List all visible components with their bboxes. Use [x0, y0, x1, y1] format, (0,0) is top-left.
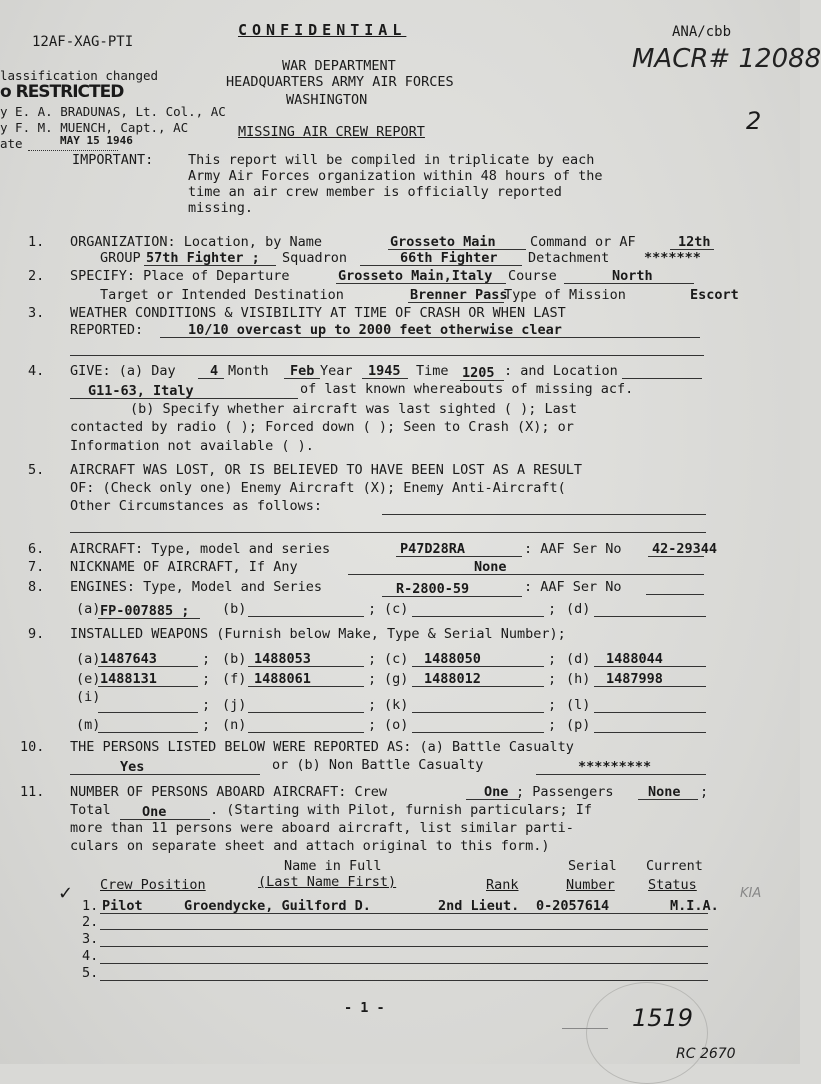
crew-row-1-position: Pilot [102, 898, 143, 914]
s8-semi-b: ; [368, 601, 377, 617]
s4-label-e: : and Location [504, 363, 618, 379]
s9-semi-o: ; [548, 717, 557, 733]
routing-code: ANA/cbb [672, 24, 732, 40]
s2-label-a: SPECIFY: Place of Departure [70, 268, 290, 284]
s9-lj: (j) [222, 697, 247, 713]
s11-label-a: NUMBER OF PERSONS ABOARD AIRCRAFT: Crew [70, 784, 387, 800]
s1-label-b: Command or AF [530, 234, 636, 250]
s3-num: 3. [28, 305, 45, 321]
classification-line-4: y F. M. MUENCH, Capt., AC [0, 120, 189, 135]
s9-lk: (k) [384, 697, 409, 713]
s11-label-e: . (Starting with Pilot, furnish particulars; If [210, 802, 593, 818]
s4-num: 4. [28, 363, 45, 379]
crew-row-1-num: 1. [82, 898, 99, 914]
important-label: IMPORTANT: [72, 152, 154, 168]
s4-location: G11-63, Italy [88, 383, 194, 399]
s5-label-c: Other Circumstances as follows: [70, 498, 322, 514]
s11-label-c: ; [700, 784, 709, 800]
s9-semi-b: ; [368, 651, 377, 667]
s9-semi-a: ; [202, 651, 211, 667]
col-name-header-1: Name in Full [284, 858, 382, 874]
s9-lg: (g) [384, 671, 409, 687]
s1-num: 1. [28, 234, 45, 250]
col-position-header: Crew Position [100, 877, 206, 893]
s9-weapon-b: 1488053 [254, 651, 311, 667]
s9-li: (i) [76, 689, 101, 705]
s8-semi-c: ; [548, 601, 557, 617]
s9-lp: (p) [566, 717, 591, 733]
s1-label-a: ORGANIZATION: Location, by Name [70, 234, 322, 250]
s9-semi-m: ; [202, 717, 211, 733]
s2-departure: Grosseto Main,Italy [338, 268, 493, 284]
s2-num: 2. [28, 268, 45, 284]
s1-squadron: 66th Fighter [400, 250, 498, 266]
s2-label-b: Course [508, 268, 557, 284]
s9-weapon-f: 1488061 [254, 671, 311, 687]
col-serial-header-1: Serial [568, 858, 617, 874]
s9-ln: (n) [222, 717, 247, 733]
s2-mission: Escort [690, 287, 739, 303]
s10-num: 10. [20, 739, 45, 755]
s9-ld: (d) [566, 651, 591, 667]
s7-num: 7. [28, 559, 45, 575]
archive-stamp: RC 2670 [676, 1046, 736, 1062]
s11-num: 11. [20, 784, 45, 800]
dept-line-3: WASHINGTON [286, 92, 368, 108]
important-line-3: time an air crew member is officially reported [188, 184, 562, 200]
dept-line-1: WAR DEPARTMENT [282, 58, 396, 74]
crew-row-4-num: 4. [82, 948, 99, 964]
s6-label-b: : AAF Ser No [524, 541, 622, 557]
crew-row-1-rank: 2nd Lieut. [438, 898, 520, 914]
classification-line-1: lassification changed [0, 68, 159, 83]
s2-course: North [612, 268, 653, 284]
page-mark: 2 [746, 107, 762, 135]
s4-label-b: Month [228, 363, 269, 379]
col-status-header-1: Current [646, 858, 703, 874]
important-line-2: Army Air Forces organization within 48 hours of the [188, 168, 603, 184]
s10-label-b: or (b) Non Battle Casualty [272, 757, 484, 773]
s9-semi-g: ; [548, 671, 557, 687]
stamp-circle [586, 982, 708, 1084]
col-serial-header-2: Number [566, 877, 615, 893]
s4-label-i: Information not available ( ). [70, 438, 314, 454]
kia-margin-note: KIA [740, 886, 762, 901]
important-line-1: This report will be compiled in triplicate by each [188, 152, 595, 168]
s9-weapon-d: 1488044 [606, 651, 663, 667]
s6-num: 6. [28, 541, 45, 557]
col-name-header-2: (Last Name First) [258, 874, 397, 890]
s6-aircraft-type: P47D28RA [400, 541, 466, 557]
s9-weapon-h: 1487998 [606, 671, 663, 687]
s2-label-d: Type of Mission [504, 287, 626, 303]
s9-lo: (o) [384, 717, 409, 733]
s8-lc: (c) [384, 601, 409, 617]
s4-label-d: Time [416, 363, 449, 379]
s5-num: 5. [28, 462, 45, 478]
s4-day: 4 [210, 363, 219, 379]
s7-nickname: None [474, 559, 507, 575]
s8-engine: R-2800-59 [396, 581, 470, 597]
s9-lb: (b) [222, 651, 247, 667]
s1-label-e: Detachment [528, 250, 610, 266]
s4-label-f: of last known whereabouts of missing acf. [300, 381, 634, 397]
s1-label-d: Squadron [282, 250, 348, 266]
s8-label-a: ENGINES: Type, Model and Series [70, 579, 322, 595]
crew-row-1-status: M.I.A. [670, 898, 719, 914]
s3-label-b: REPORTED: [70, 322, 144, 338]
handwritten-number: 1519 [632, 1004, 694, 1032]
classification-date: MAY 15 1946 [60, 134, 133, 147]
s11-label-g: culars on separate sheet and attach original to this form.) [70, 838, 550, 854]
s11-total: One [142, 804, 167, 820]
s11-label-b: ; Passengers [516, 784, 614, 800]
s1-detachment: ******* [644, 250, 701, 266]
s9-lm: (m) [76, 717, 101, 733]
s4-label-g: (b) Specify whether aircraft was last sighted ( ); Last [130, 401, 578, 417]
s3-weather: 10/10 overcast up to 2000 feet otherwise clear [188, 322, 562, 338]
s8-num: 8. [28, 579, 45, 595]
s4-label-c: Year [320, 363, 353, 379]
s10-non-battle: ********* [578, 759, 652, 775]
s9-semi-k: ; [548, 697, 557, 713]
s8-la: (a) [76, 601, 101, 617]
macr-number: MACR# 12088 [632, 44, 821, 74]
s11-crew-count: One [484, 784, 509, 800]
crew-row-1-serial: 0-2057614 [536, 898, 610, 914]
crew-row-5-num: 5. [82, 965, 99, 981]
s9-weapon-c: 1488050 [424, 651, 481, 667]
s5-label-a: AIRCRAFT WAS LOST, OR IS BELIEVED TO HAVE BEEN LOST AS A RESULT [70, 462, 583, 478]
s2-target: Brenner Pass [410, 287, 508, 303]
s4-label-h: contacted by radio ( ); Forced down ( ); Seen to Crash (X); or [70, 419, 574, 435]
s8-ld: (d) [566, 601, 591, 617]
s9-lf: (f) [222, 671, 247, 687]
s7-label-a: NICKNAME OF AIRCRAFT, If Any [70, 559, 298, 575]
s1-af: 12th [678, 234, 711, 250]
s9-ll: (l) [566, 697, 591, 713]
crew-row-2-num: 2. [82, 914, 99, 930]
s9-weapon-e: 1488131 [100, 671, 157, 687]
s6-label-a: AIRCRAFT: Type, model and series [70, 541, 331, 557]
s8-lb: (b) [222, 601, 247, 617]
s11-label-f: more than 11 persons were aboard aircraft, list similar parti- [70, 820, 574, 836]
s2-label-c: Target or Intended Destination [100, 287, 344, 303]
confidential-stamp: CONFIDENTIAL [238, 21, 407, 39]
s9-semi-c: ; [548, 651, 557, 667]
dept-line-2: HEADQUARTERS ARMY AIR FORCES [226, 74, 454, 90]
s10-label-a: THE PERSONS LISTED BELOW WERE REPORTED AS: (a) Battle Casualty [70, 739, 574, 755]
col-status-header-2: Status [648, 877, 697, 893]
s9-semi-e: ; [202, 671, 211, 687]
form-title: MISSING AIR CREW REPORT [238, 124, 425, 140]
s9-semi-f: ; [368, 671, 377, 687]
s4-time: 1205 [462, 365, 495, 381]
file-code: 12AF-XAG-PTI [32, 34, 134, 50]
s4-label-a: GIVE: (a) Day [70, 363, 176, 379]
important-line-4: missing. [188, 200, 254, 216]
s3-label-a: WEATHER CONDITIONS & VISIBILITY AT TIME OF CRASH OR WHEN LAST [70, 305, 566, 321]
s11-label-d: Total [70, 802, 111, 818]
s10-battle-casualty: Yes [120, 759, 145, 775]
col-rank-header: Rank [486, 877, 519, 893]
classification-line-5: ate [0, 136, 23, 151]
s9-weapon-g: 1488012 [424, 671, 481, 687]
s5-label-b: OF: (Check only one) Enemy Aircraft (X); Enemy Anti-Aircraft( [70, 480, 566, 496]
s8-label-b: : AAF Ser No [524, 579, 622, 595]
classification-line-3: y E. A. BRADUNAS, Lt. Col., AC [0, 104, 226, 119]
page-number: - 1 - [344, 1000, 385, 1016]
s6-aaf-serial: 42-29344 [652, 541, 718, 557]
crew-row-3-num: 3. [82, 931, 99, 947]
s9-semi-j: ; [368, 697, 377, 713]
s9-weapon-a: 1487643 [100, 651, 157, 667]
crew-row-1-name: Groendycke, Guilford D. [184, 898, 371, 914]
checkmark-icon: ✓ [58, 883, 74, 904]
s9-label-a: INSTALLED WEAPONS (Furnish below Make, Type & Serial Number); [70, 626, 566, 642]
s9-semi-i: ; [202, 697, 211, 713]
s1-group: 57th Fighter ; [146, 250, 260, 266]
s9-lh: (h) [566, 671, 591, 687]
s1-label-c: GROUP [100, 250, 141, 266]
s9-le: (e) [76, 671, 101, 687]
s9-la: (a) [76, 651, 101, 667]
s11-passengers: None [648, 784, 681, 800]
s4-month: Feb [290, 363, 315, 379]
s9-num: 9. [28, 626, 45, 642]
restricted-stamp: o RESTRICTED [0, 82, 124, 102]
s1-location: Grosseto Main [390, 234, 496, 250]
s4-year: 1945 [368, 363, 401, 379]
s9-lc: (c) [384, 651, 409, 667]
s8-engine-a: FP-007885 ; [100, 603, 190, 619]
s9-semi-n: ; [368, 717, 377, 733]
